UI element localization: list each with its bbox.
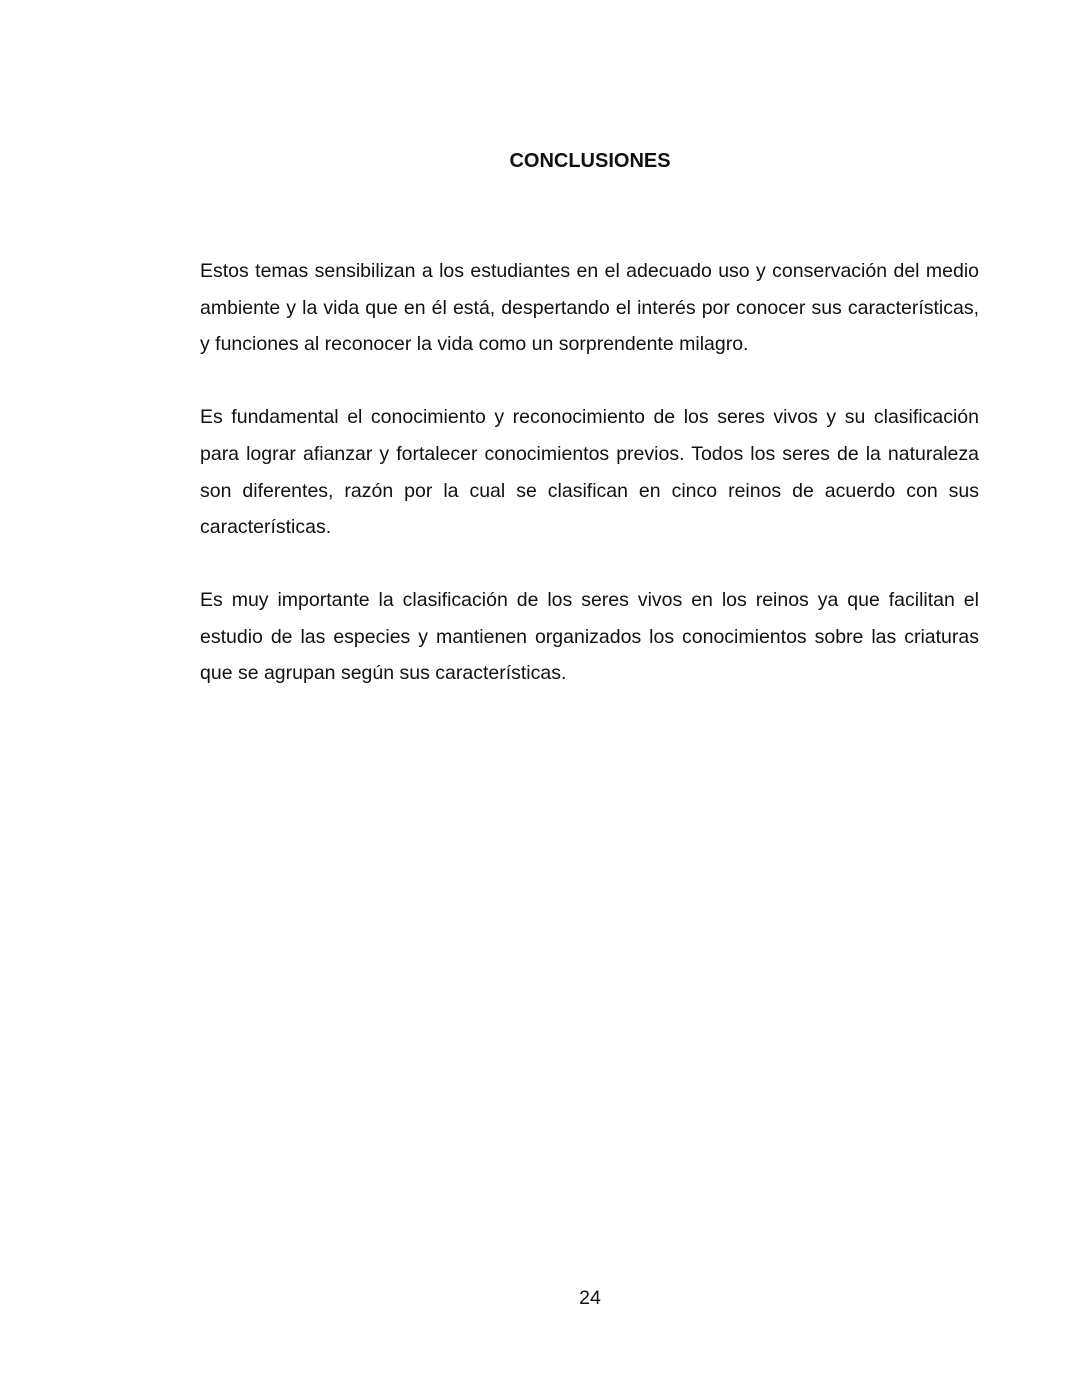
conclusions-body <box>200 253 979 728</box>
page-title: CONCLUSIONES <box>509 150 671 172</box>
page-number: 24 <box>579 1287 601 1309</box>
paragraph-3: Es muy importante la clasificación de los seres vivos en los reinos ya que facilitan el estudio de las especies y mantienen organizados los conocimientos sobre las criaturas que se agrupan según sus características. <box>200 588 979 685</box>
paragraph-2: Es fundamental el conocimiento y reconocimiento de los seres vivos y su clasificación para lograr afianzar y fortalecer conocimientos previos. Todos los seres de la naturaleza son diferentes, razón por la cual se clasifican en cinco reinos de acuerdo con sus características. <box>200 406 979 539</box>
paragraph-1: Estos temas sensibilizan a los estudiantes en el adecuado uso y conservación del medio ambiente y la vida que en él está, despertando el interés por conocer sus características, y funciones al reconocer la vida como un sorprendente milagro. <box>200 260 979 356</box>
